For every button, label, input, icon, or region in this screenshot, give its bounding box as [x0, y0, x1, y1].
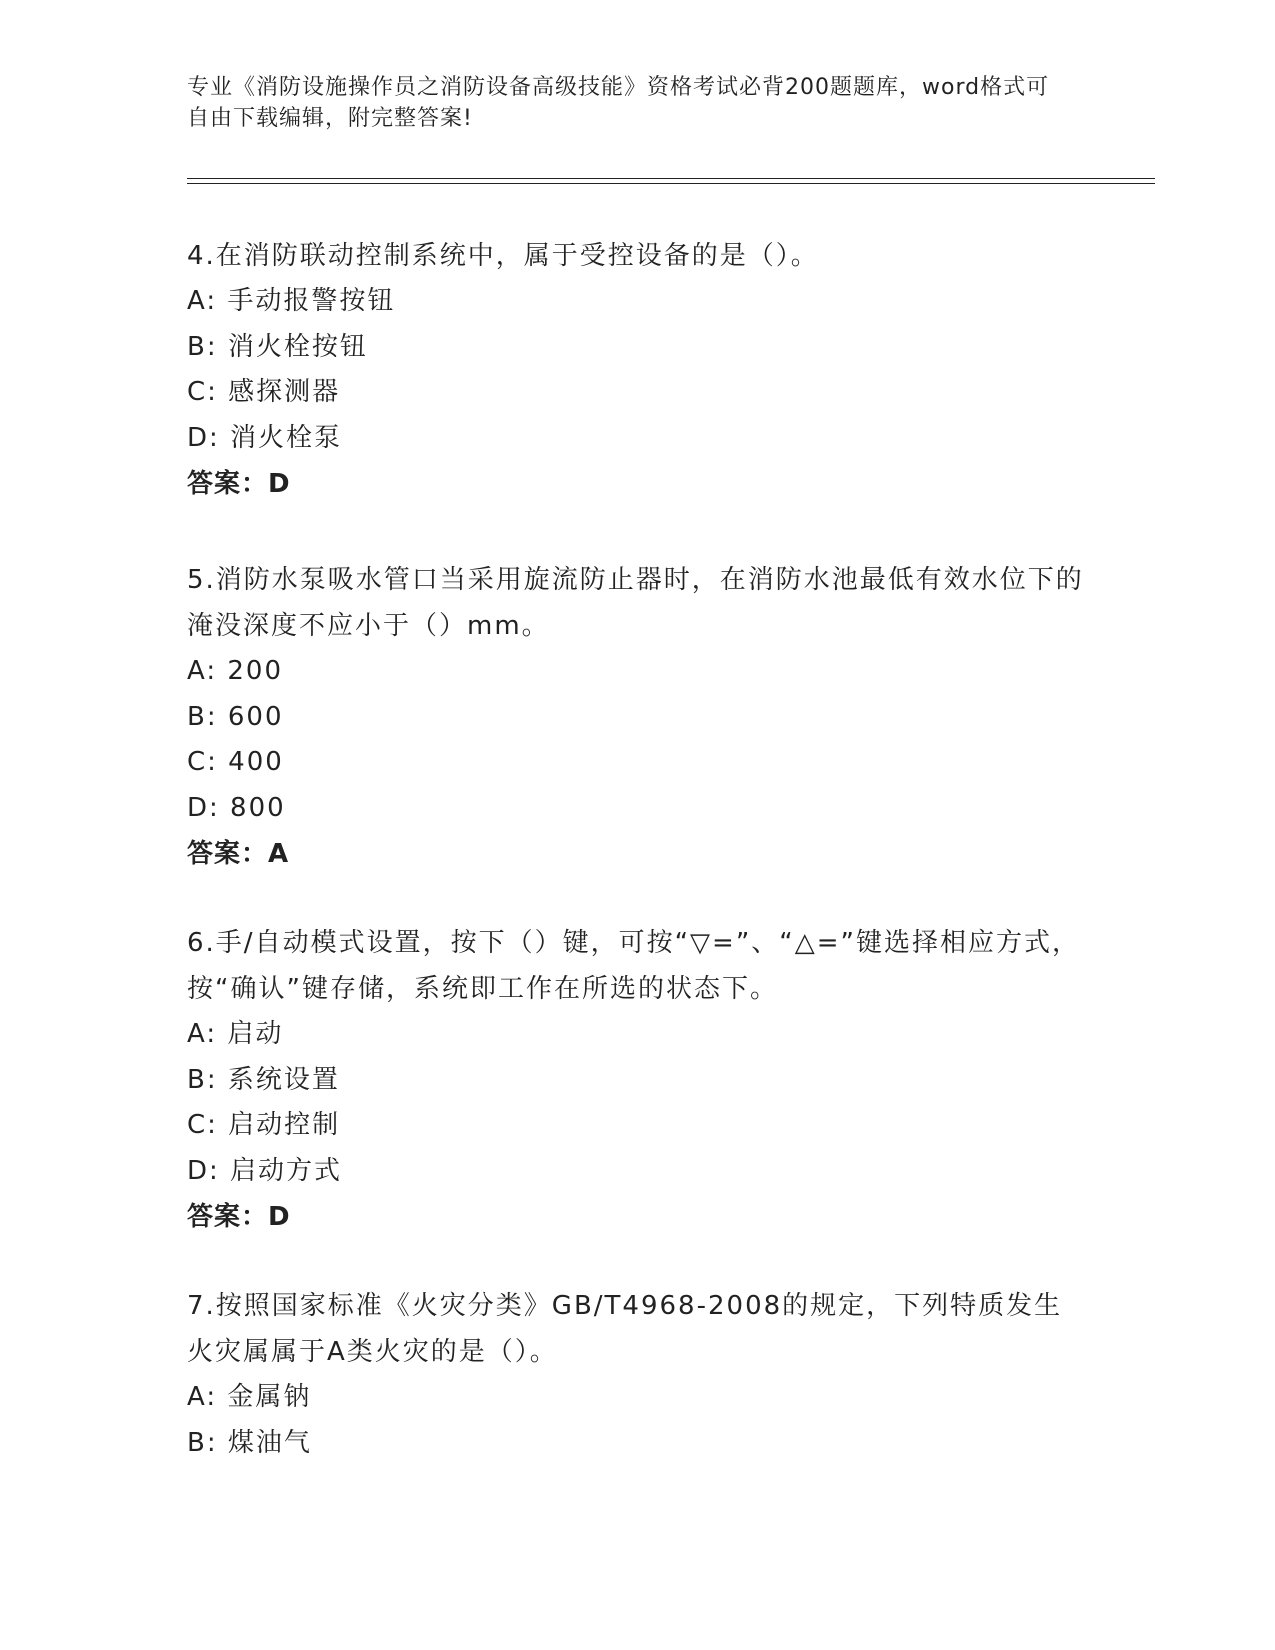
option-c: C: 400 [187, 747, 284, 777]
option-c: C: 感探测器 [187, 377, 341, 407]
option-d: D: 800 [187, 792, 286, 823]
option-b: B: 系统设置 [187, 1064, 340, 1095]
question-stem: 6.手/自动模式设置，按下（）键，可按“▽=”、“△=”键选择相应方式，按“确认”键存储，系统即工作在所选的状态下。 [187, 928, 1081, 1004]
question-4 [187, 233, 1087, 507]
answer-line: 答案：A [187, 839, 290, 869]
question-5 [187, 557, 1087, 877]
question-stem: 4.在消防联动控制系统中，属于受控设备的是（）。 [187, 241, 819, 271]
question-stem: 7.按照国家标准《火灾分类》GB/T4968-2008的规定，下列特质发生火灾属属于A类火灾的是（）。 [187, 1291, 1063, 1367]
answer-line: 答案：D [187, 1202, 291, 1232]
option-a: A: 手动报警按钮 [187, 286, 396, 316]
document-header [187, 72, 1067, 134]
option-a: A: 200 [187, 656, 283, 686]
option-b: B: 消火栓按钮 [187, 331, 368, 362]
header-divider-top [187, 178, 1155, 179]
answer-line: 答案：D [187, 469, 291, 499]
question-6 [187, 920, 1087, 1240]
question-stem: 5.消防水泵吸水管口当采用旋流防止器时，在消防水池最低有效水位下的淹没深度不应小于（）mm。 [187, 565, 1084, 641]
header-text: 专业《消防设施操作员之消防设备高级技能》资格考试必背200题题库，word格式可自由下载编辑，附完整答案! [187, 75, 1050, 131]
header-divider-bottom [187, 183, 1155, 184]
option-c: C: 启动控制 [187, 1110, 341, 1140]
option-a: A: 启动 [187, 1019, 284, 1049]
question-7 [187, 1283, 1087, 1466]
option-b: B: 600 [187, 701, 284, 732]
option-d: D: 消火栓泵 [187, 422, 343, 453]
option-a: A: 金属钠 [187, 1382, 312, 1412]
option-b: B: 煤油气 [187, 1427, 312, 1458]
option-d: D: 启动方式 [187, 1155, 343, 1186]
